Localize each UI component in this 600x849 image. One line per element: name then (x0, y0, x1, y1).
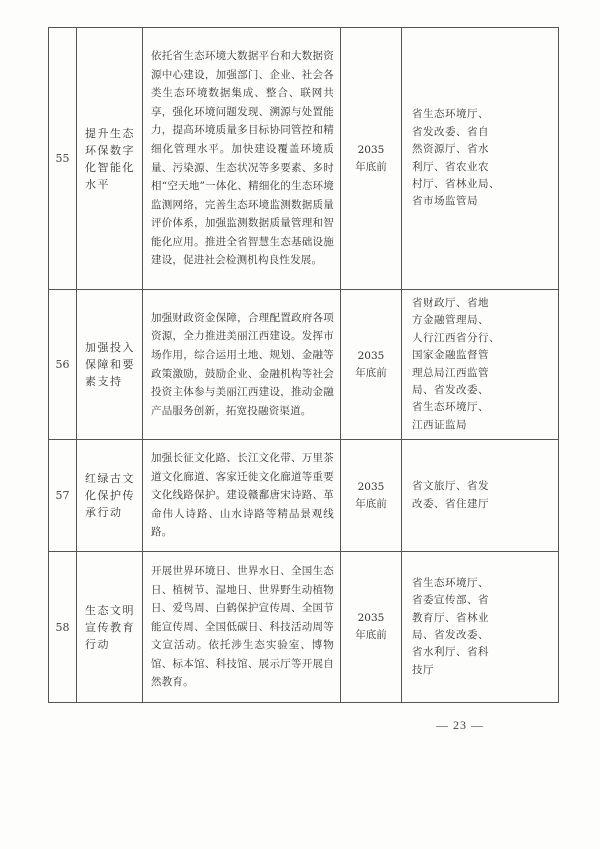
department-line: 理总局江西监管 (412, 366, 489, 379)
department-line: 省生态环境厅、 (412, 576, 489, 589)
table-row (49, 440, 559, 552)
department-line: 改委、省住建厅 (412, 497, 489, 510)
department-line: 利厅、省农业农 (412, 160, 489, 173)
row-number: 55 (49, 28, 77, 290)
responsible-departments (402, 552, 559, 703)
department-line: 省生态环境厅、 (412, 108, 489, 121)
department-line: 教育厅、省林业 (412, 611, 489, 624)
department-line: 村厅、省林业局、 (412, 177, 500, 190)
deadline (341, 552, 402, 703)
task-name: 提升生态环保数字化智能化水平 (77, 28, 143, 290)
department-line: 局、省发改委、 (412, 629, 489, 641)
deadline-suffix: 年底前 (355, 160, 387, 173)
deadline-suffix: 年底前 (355, 629, 387, 641)
task-name: 加强投入保障和要素支持 (77, 290, 143, 440)
row-number: 56 (49, 290, 77, 440)
row-number: 57 (49, 440, 77, 552)
deadline (341, 28, 402, 290)
task-description: 加强长征文化路、长江文化带、万里茶道文化廊道、客家迁徙文化廊道等重要文化线路保护。建设赣鄱唐宋诗路、革命伟人诗路、山水诗路等精品景观线路。 (143, 440, 341, 552)
department-line: 省生态环境厅、 (412, 401, 489, 414)
department-line: 技厅 (412, 663, 434, 676)
table-row (49, 290, 559, 440)
deadline (341, 290, 402, 440)
deadline-suffix: 年底前 (355, 497, 387, 510)
task-name: 生态文明宣传教育行动 (77, 552, 143, 703)
deadline-year: 2035 (357, 612, 385, 624)
table-row (49, 28, 559, 290)
deadline-year: 2035 (357, 349, 385, 362)
deadline (341, 440, 402, 552)
responsible-departments (402, 440, 559, 552)
department-line: 省委宣传部、省 (412, 594, 489, 607)
task-description: 开展世界环境日、世界水日、全国生态日、植树节、湿地日、世界野生动植物日、爱鸟周、白鹤保护宣传周、全国节能宣传周、全国低碳日、科技活动周等文宣活动。依托涉生态实验室、博物馆、标本馆、科技馆、展示厅等开展自然教育。 (143, 552, 341, 703)
department-line: 方金融管理局、 (412, 314, 489, 327)
department-line: 省财政厅、省地 (412, 296, 489, 309)
department-line: 省文旅厅、省发 (412, 480, 489, 493)
responsible-departments (402, 28, 559, 290)
department-line: 人行江西省分行、 (412, 331, 500, 344)
department-line: 然资源厅、省水 (412, 143, 489, 156)
department-line: 江西证监局 (412, 418, 467, 431)
table-row (49, 552, 559, 703)
task-description: 加强财政资金保障，合理配置政府各项资源，全力推进美丽江西建设。发挥市场作用，综合运用土地、规划、金融等政策激励，鼓励企业、金融机构等社会投资主体参与美丽江西建设，推动金融产品服务创新，拓宽投融资渠道。 (143, 290, 341, 440)
task-name: 红绿古文化保护传承行动 (77, 440, 143, 552)
department-line: 局、省发改委、 (412, 383, 489, 396)
task-description: 依托省生态环境大数据平台和大数据资源中心建设，加强部门、企业、社会各类生态环境数据集成、整合、联网共享，强化环境问题发现、溯源与处置能力，提高环境质量多目标协同管控和精细化管理水平。加快建设覆盖环境质量、污染源、生态状况等多要素、多时相“空天地”一体化、精细化的生态环境监测网络，完善生态环境监测数据质量评价体系，加强监测数据质量管理和智能化应用。推进全省智慧生态基础设施建设，促进社会检测机构良性发展。 (143, 28, 341, 290)
responsible-departments (402, 290, 559, 440)
department-line: 省发改委、省自 (412, 125, 489, 138)
deadline-suffix: 年底前 (355, 366, 387, 379)
deadline-year: 2035 (357, 143, 385, 156)
task-table (48, 27, 559, 703)
page-number: — 23 — (436, 718, 484, 732)
deadline-year: 2035 (357, 480, 385, 493)
department-line: 国家金融监督管 (412, 349, 489, 362)
row-number: 58 (49, 552, 77, 703)
department-line: 省水利厅、省科 (412, 646, 489, 659)
department-line: 省市场监管局 (412, 195, 478, 208)
